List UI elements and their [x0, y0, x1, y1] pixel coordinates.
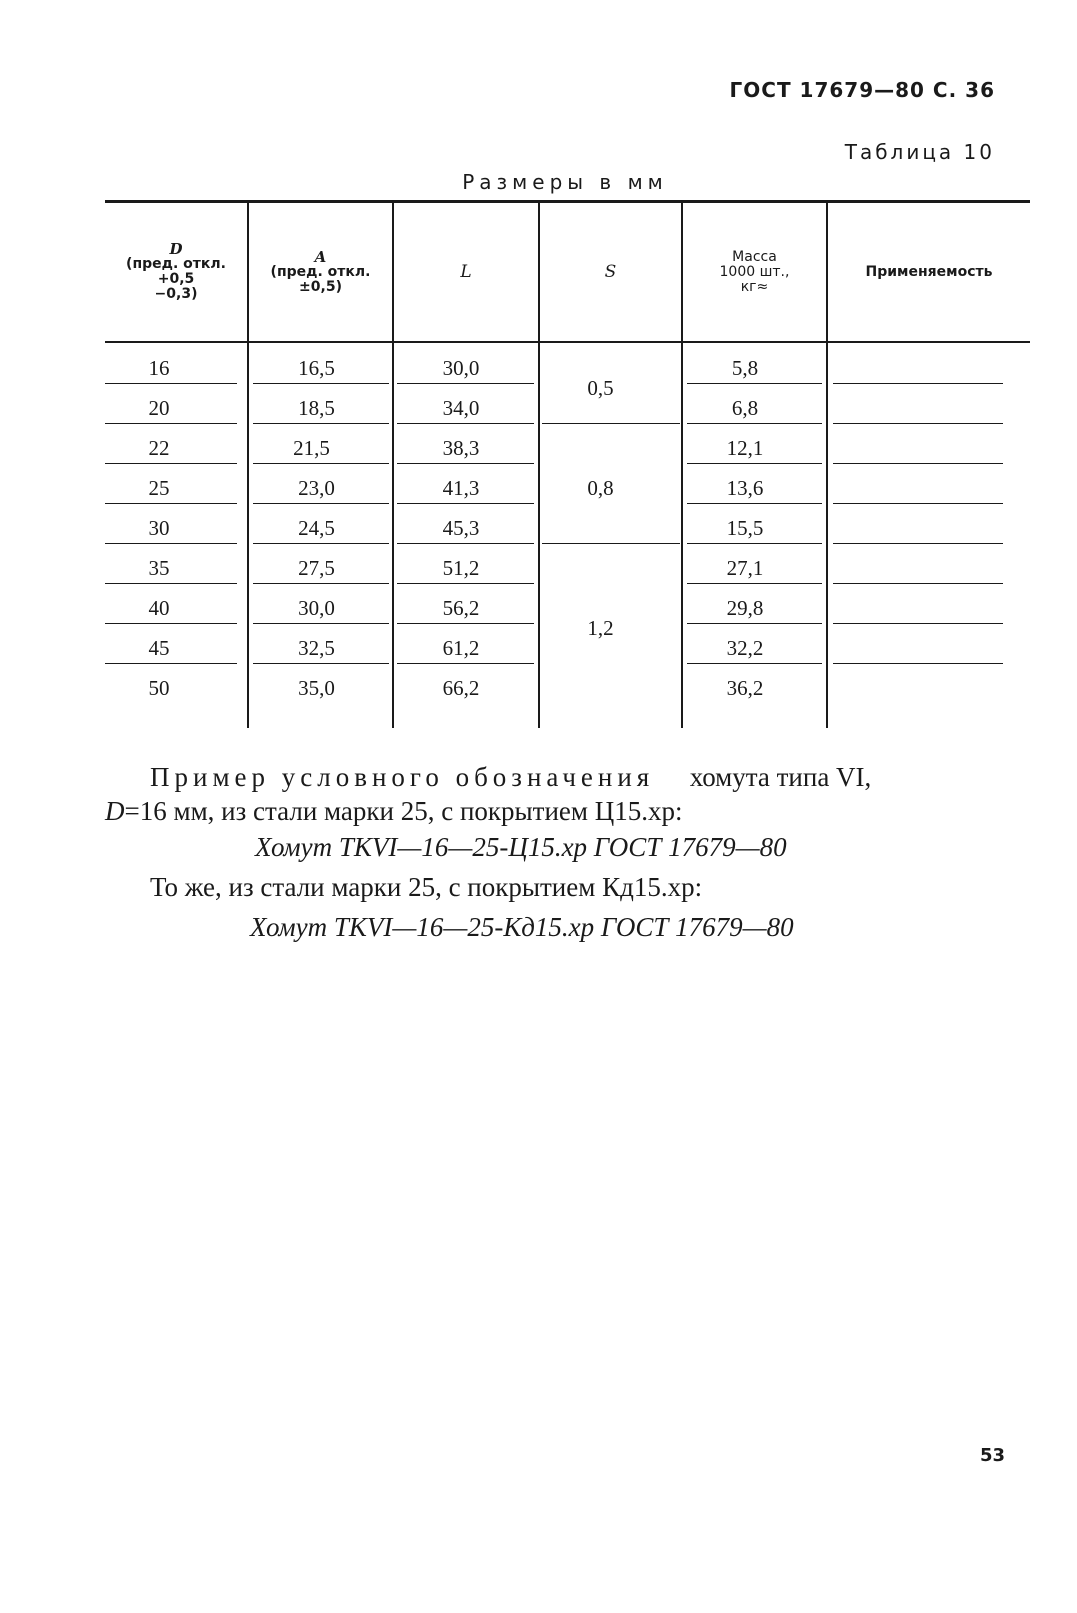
header-mass-line: Масса: [732, 248, 777, 265]
row-rule: [105, 423, 237, 424]
row-rule: [687, 503, 822, 504]
row-rule: [105, 503, 237, 504]
row-rule: [253, 463, 389, 464]
cell-a: 27,5: [298, 556, 335, 580]
row-rule: [397, 623, 534, 624]
header-applicability: [828, 203, 1030, 341]
row-rule: [687, 583, 822, 584]
header-d-line: −0,3): [154, 286, 198, 302]
row-rule: [105, 623, 237, 624]
cell-a: 24,5: [298, 516, 335, 540]
row-rule: [397, 543, 534, 544]
row-rule: [105, 663, 237, 664]
cell-mass: 6,8: [731, 396, 759, 420]
cell-a: 30,0: [298, 596, 335, 620]
row-rule: [105, 463, 237, 464]
cell-mass: 12,1: [726, 436, 764, 460]
row-rule: [833, 503, 1003, 504]
header-l: [394, 203, 538, 341]
cell-a: 16,5: [298, 356, 335, 380]
s-group-rule: [542, 543, 680, 544]
row-rule: [397, 503, 534, 504]
row-rule: [833, 583, 1003, 584]
header-a: [249, 203, 392, 341]
header-s: [540, 203, 681, 341]
row-rule: [397, 463, 534, 464]
example-line-2: [105, 794, 1035, 828]
standard-header: ГОСТ 17679—80 С. 36: [729, 78, 995, 102]
row-rule: [833, 543, 1003, 544]
cell-l: 61,2: [442, 636, 480, 660]
row-rule: [253, 623, 389, 624]
row-rule: [253, 663, 389, 664]
row-rule: [687, 463, 822, 464]
row-rule: [397, 423, 534, 424]
same-text: То же, из стали марки 25, с покрытием Кд15.хр:: [150, 872, 703, 902]
cell-d: 40: [148, 596, 170, 620]
header-d-symbol: D: [169, 240, 183, 258]
row-rule: [687, 623, 822, 624]
header-l-symbol: L: [460, 261, 472, 282]
designation-1: Хомут ТКVI—16—25-Ц15.хр ГОСТ 17679—80: [255, 832, 787, 862]
row-rule: [687, 423, 822, 424]
row-rule: [833, 463, 1003, 464]
header-d-line: (пред. откл.: [126, 256, 226, 272]
cell-d: 16: [148, 356, 170, 380]
row-rule: [253, 423, 389, 424]
s-group-rule: [542, 423, 680, 424]
example-intro-rest: хомута типа VI,: [689, 762, 872, 792]
row-rule: [397, 383, 534, 384]
cell-a: 32,5: [298, 636, 335, 660]
row-rule: [833, 423, 1003, 424]
row-rule: [687, 663, 822, 664]
header-d: [105, 203, 247, 341]
cell-l: 41,3: [442, 476, 480, 500]
cell-s-group: 0,8: [587, 475, 614, 500]
header-mass: [683, 203, 826, 341]
cell-s-group: 1,2: [587, 615, 614, 640]
cell-a: 23,0: [298, 476, 335, 500]
cell-l: 30,0: [442, 356, 480, 380]
cell-mass: 29,8: [726, 596, 764, 620]
cell-d: 50: [148, 676, 170, 700]
example-line-2-text: =16 мм, из стали марки 25, с покрытием Ц15.хр:: [124, 796, 683, 826]
cell-mass: 27,1: [726, 556, 764, 580]
designation-2: Хомут ТКVI—16—25-Кд15.хр ГОСТ 17679—80: [250, 912, 794, 942]
row-rule: [105, 383, 237, 384]
dimensions-table: [105, 200, 1030, 750]
header-a-symbol: A: [314, 247, 327, 266]
example-line-1: [150, 760, 1030, 794]
header-mass-line: 1000 шт.,: [719, 263, 790, 280]
cell-s-group: 0,5: [587, 375, 614, 400]
cell-mass: 32,2: [726, 636, 764, 660]
cell-l: 38,3: [442, 436, 480, 460]
row-rule: [687, 383, 822, 384]
header-bottom-rule: [105, 341, 1030, 343]
header-s-symbol: S: [604, 261, 617, 282]
cell-d: 20: [148, 396, 170, 420]
cell-l: 66,2: [442, 676, 480, 700]
row-rule: [687, 543, 822, 544]
row-rule: [105, 583, 237, 584]
cell-a: 21,5: [293, 436, 330, 460]
cell-mass: 5,8: [731, 356, 759, 380]
row-rule: [833, 623, 1003, 624]
cell-a: 18,5: [298, 396, 335, 420]
header-a-line: ±0,5): [299, 278, 342, 295]
page-number: 53: [979, 1445, 1005, 1466]
row-rule: [397, 663, 534, 664]
header-d-line: +0,5: [157, 271, 195, 287]
cell-l: 51,2: [442, 556, 480, 580]
cell-l: 56,2: [442, 596, 480, 620]
cell-d: 30: [148, 516, 170, 540]
row-rule: [105, 543, 237, 544]
row-rule: [253, 383, 389, 384]
table-caption: Таблица 10: [844, 140, 995, 164]
cell-d: 35: [148, 556, 170, 580]
cell-l: 34,0: [442, 396, 480, 420]
cell-mass: 13,6: [726, 476, 764, 500]
cell-d: 45: [148, 636, 170, 660]
header-a-line: (пред. откл.: [270, 263, 371, 280]
row-rule: [253, 503, 389, 504]
cell-d: 25: [148, 476, 170, 500]
cell-l: 45,3: [442, 516, 480, 540]
cell-mass: 36,2: [726, 676, 764, 700]
example-intro: Пример условного обозначения: [150, 762, 655, 792]
row-rule: [253, 543, 389, 544]
cell-d: 22: [148, 436, 170, 460]
cell-a: 35,0: [298, 676, 335, 700]
cell-mass: 15,5: [726, 516, 764, 540]
row-rule: [833, 383, 1003, 384]
example-d-symbol: D: [105, 796, 125, 826]
row-rule: [397, 583, 534, 584]
header-applicability-label: Применяемость: [865, 263, 993, 280]
row-rule: [253, 583, 389, 584]
header-mass-line: кг≈: [740, 278, 769, 295]
row-rule: [833, 663, 1003, 664]
units-caption: Размеры в мм: [462, 170, 668, 194]
